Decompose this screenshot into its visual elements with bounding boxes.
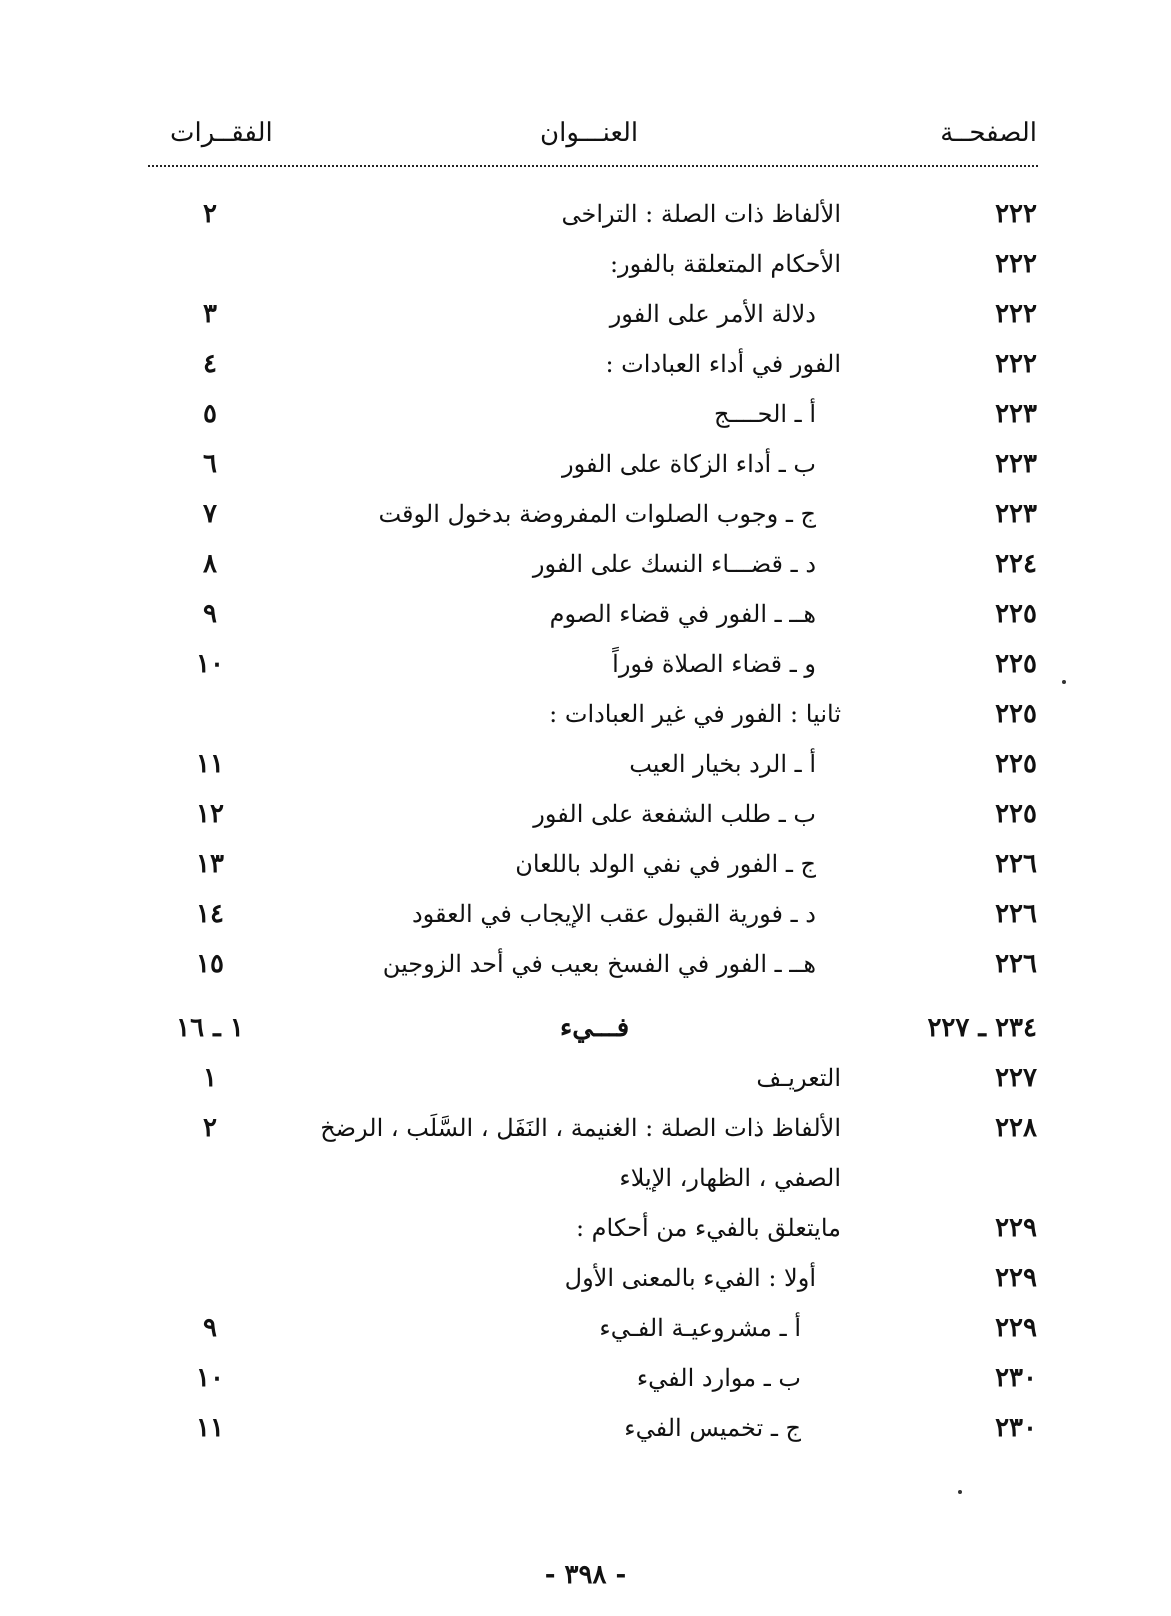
toc-title: الألفاظ ذات الصلة : الغنيمة ، النَفَل ، السَّلَب ، الرضخ <box>320 1114 841 1142</box>
section-title: فـــيء <box>560 1013 630 1043</box>
header-title-column: العنـــوان <box>540 118 639 148</box>
toc-title: د ـ قضـــاء النسك على الفور <box>532 550 816 578</box>
toc-page: ٢٢٥ <box>995 649 1037 679</box>
toc-paragraph: ٩ <box>203 599 217 629</box>
toc-row <box>0 194 1171 234</box>
toc-title: الأحكام المتعلقة بالفور: <box>609 250 841 278</box>
toc-paragraph: ٣ <box>203 299 217 329</box>
toc-title: ج ـ وجوب الصلوات المفروضة بدخول الوقت <box>378 500 816 528</box>
toc-title: و ـ قضاء الصلاة فوراً <box>612 650 816 678</box>
toc-page: ٢٢٧ <box>995 1063 1037 1093</box>
toc-title: أ ـ مشروعيـة الفـيء <box>599 1314 801 1342</box>
toc-paragraph: ٤ <box>203 349 217 379</box>
toc-title: ب ـ موارد الفيء <box>636 1364 801 1392</box>
toc-row <box>0 494 1171 534</box>
toc-page: ٢٢٤ <box>995 549 1037 579</box>
toc-row <box>0 844 1171 884</box>
toc-row <box>0 294 1171 334</box>
toc-page: ٢٢٣ <box>995 449 1037 479</box>
section-heading-row <box>0 1008 1171 1048</box>
toc-title: أ ـ الحــــج <box>713 400 816 428</box>
toc-paragraph: ٢ <box>203 1113 217 1143</box>
toc-row <box>0 744 1171 784</box>
toc-page: ٢٢٦ <box>995 849 1037 879</box>
scan-speck <box>1062 680 1066 684</box>
toc-paragraph: ١٠ <box>196 649 224 679</box>
toc-title: دلالة الأمر على الفور <box>609 300 816 328</box>
toc-page: ٢٢٩ <box>995 1313 1037 1343</box>
toc-row <box>0 544 1171 584</box>
toc-page: ٢٢٢ <box>995 199 1037 229</box>
toc-paragraph: ٧ <box>203 499 217 529</box>
section-paragraph-range: ١ ـ ١٦ <box>176 1013 244 1043</box>
toc-row <box>0 894 1171 934</box>
header-paragraphs-column: الفقــرات <box>170 118 273 148</box>
toc-page: ٢٢٣ <box>995 399 1037 429</box>
toc-title: ج ـ الفور في نفي الولد باللعان <box>515 850 816 878</box>
toc-paragraph: ١ <box>203 1063 217 1093</box>
toc-row <box>0 1208 1171 1248</box>
toc-row <box>0 394 1171 434</box>
toc-page: ٢٣٠ <box>995 1363 1037 1393</box>
toc-paragraph: ٨ <box>203 549 217 579</box>
toc-row <box>0 244 1171 284</box>
toc-title: أ ـ الرد بخيار العيب <box>629 750 816 778</box>
toc-paragraph: ١٥ <box>196 949 224 979</box>
toc-row <box>0 694 1171 734</box>
toc-row <box>0 1258 1171 1298</box>
toc-title: مايتعلق بالفيء من أحكام : <box>575 1214 841 1242</box>
toc-page: ٢٢٨ <box>995 1113 1037 1143</box>
toc-row <box>0 1408 1171 1448</box>
toc-title: ب ـ طلب الشفعة على الفور <box>533 800 816 828</box>
toc-title: الألفاظ ذات الصلة : التراخى <box>561 200 841 228</box>
toc-page: ٢٢٥ <box>995 599 1037 629</box>
toc-paragraph: ٦ <box>203 449 217 479</box>
toc-page: ٢٢٢ <box>995 349 1037 379</box>
toc-title: التعريـف <box>756 1064 841 1092</box>
toc-page: ٢٢٢ <box>995 249 1037 279</box>
toc-row <box>0 644 1171 684</box>
toc-page: ٢٢٩ <box>995 1213 1037 1243</box>
toc-title: أولا : الفيء بالمعنى الأول <box>564 1264 816 1292</box>
toc-row <box>0 1108 1171 1148</box>
toc-row <box>0 794 1171 834</box>
toc-row <box>0 344 1171 384</box>
toc-title: ج ـ تخميس الفيء <box>624 1414 801 1442</box>
toc-page: ٢٢٥ <box>995 749 1037 779</box>
toc-row <box>0 1308 1171 1348</box>
header-dotted-divider <box>148 165 1038 167</box>
toc-page: ٢٣٠ <box>995 1413 1037 1443</box>
toc-paragraph: ١٣ <box>196 849 224 879</box>
toc-paragraph: ١٢ <box>196 799 224 829</box>
toc-title: هــ ـ الفور في قضاء الصوم <box>549 600 816 628</box>
toc-title: ب ـ أداء الزكاة على الفور <box>562 450 816 478</box>
toc-row <box>0 944 1171 984</box>
toc-page: ٢٢٩ <box>995 1263 1037 1293</box>
toc-page: ٢٢٥ <box>995 799 1037 829</box>
toc-row <box>0 1058 1171 1098</box>
toc-row <box>0 594 1171 634</box>
section-page-range: ٢٣٤ ـ ٢٢٧ <box>927 1013 1037 1043</box>
toc-paragraph: ١١ <box>196 749 224 779</box>
toc-paragraph: ١١ <box>196 1413 224 1443</box>
toc-row-continuation <box>0 1158 1171 1198</box>
toc-row <box>0 1358 1171 1398</box>
toc-paragraph: ٢ <box>203 199 217 229</box>
toc-page: ٢٢٦ <box>995 949 1037 979</box>
toc-paragraph: ١٤ <box>196 899 224 929</box>
toc-page: ٢٢٢ <box>995 299 1037 329</box>
page-number: - ٣٩٨ - <box>544 1560 627 1590</box>
toc-title: ثانيا : الفور في غير العبادات : <box>549 700 841 728</box>
toc-page: ٢٢٦ <box>995 899 1037 929</box>
toc-page: ٢٢٥ <box>995 699 1037 729</box>
toc-page: ٢٢٣ <box>995 499 1037 529</box>
toc-row <box>0 444 1171 484</box>
toc-title: الفور في أداء العبادات : <box>605 350 841 378</box>
toc-paragraph: ٩ <box>203 1313 217 1343</box>
toc-title: هــ ـ الفور في الفسخ بعيب في أحد الزوجين <box>382 950 816 978</box>
scan-speck <box>958 1490 962 1494</box>
toc-paragraph: ١٠ <box>196 1363 224 1393</box>
toc-title: الصفي ، الظهار، الإيلاء <box>619 1164 841 1192</box>
toc-title: د ـ فورية القبول عقب الإيجاب في العقود <box>411 900 816 928</box>
header-page-column: الصفحــة <box>940 118 1037 148</box>
toc-paragraph: ٥ <box>203 399 217 429</box>
